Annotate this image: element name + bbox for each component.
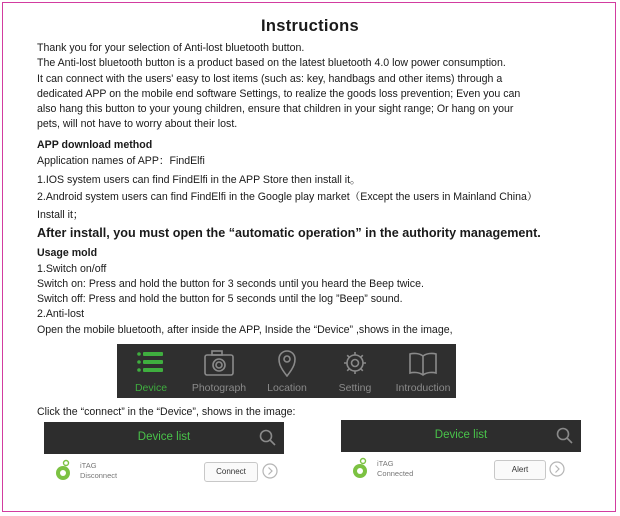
itag-icon (351, 457, 369, 481)
ios-instructions: 1.IOS system users can find FindElfi in the APP Store then install it。 (37, 174, 361, 186)
intro-paragraph (37, 41, 607, 133)
tab-device[interactable] (117, 344, 185, 398)
intro-line: pets, will not have to worry about their lost. (37, 118, 238, 131)
switch-on-text: Switch on: Press and hold the button for 3 seconds until you heard the Beep twice. (37, 278, 424, 290)
intro-line: dedicated APP on the mobile end software Settings, to realize the goods loss prevention; Even you can (37, 87, 521, 100)
tab-photograph[interactable] (185, 344, 253, 398)
tab-location[interactable] (253, 344, 321, 398)
book-icon (389, 349, 457, 377)
search-icon[interactable] (258, 428, 278, 448)
intro-line: It can connect with the users' easy to lost items (such as: key, handbags and other items) through a (37, 72, 503, 85)
device-row (341, 452, 581, 486)
switch-off-text: Switch off: Press and hold the button for 5 seconds until the log ”Beep” sound. (37, 293, 403, 305)
tab-setting[interactable] (321, 344, 389, 398)
usage-heading: Usage mold (37, 247, 98, 259)
intro-line: The Anti-lost bluetooth button is a product based on the latest bluetooth 4.0 low power consumption. (37, 57, 506, 70)
device-list-title: Device list (434, 429, 488, 441)
download-heading: APP download method (37, 139, 153, 151)
alert-button[interactable]: Alert (494, 460, 546, 480)
chevron-right-icon[interactable] (549, 461, 565, 477)
app-tab-bar (117, 344, 456, 398)
connect-button[interactable]: Connect (204, 462, 258, 482)
device-list-header (44, 422, 284, 454)
search-icon[interactable] (555, 426, 575, 446)
itag-icon (54, 459, 72, 483)
device-name: iTAG (377, 459, 394, 468)
intro-line: Thank you for your selection of Anti-lost bluetooth button. (37, 42, 305, 54)
device-row (44, 454, 284, 488)
switch-heading: 1.Switch on/off (37, 263, 107, 275)
intro-line: also hang this button to your young children, ensure that children in your sight range; Or hang on your (37, 103, 514, 116)
tab-label: Location (267, 382, 307, 394)
camera-icon (185, 349, 253, 377)
app-name-text: Application names of APP：FindElfi (37, 155, 205, 167)
click-connect-text: Click the “connect” in the “Device”, shows in the image: (37, 406, 296, 418)
device-list-header (341, 420, 581, 452)
location-pin-icon (253, 349, 321, 377)
antilost-text: Open the mobile bluetooth, after inside the APP, Inside the “Device” ,shows in the image, (37, 324, 453, 336)
page-title: Instructions (260, 17, 360, 35)
device-list-title: Device list (137, 431, 191, 443)
tab-label: Device (134, 382, 168, 394)
chevron-right-icon[interactable] (262, 463, 278, 479)
tab-introduction[interactable] (389, 344, 457, 398)
gear-icon (321, 349, 389, 377)
device-name: iTAG (80, 461, 97, 470)
device-status: Connected (377, 469, 414, 478)
tab-label: Introduction (395, 382, 451, 394)
list-icon (117, 349, 185, 377)
after-install-notice: After install, you must open the “automatic operation” in the authority management. (37, 226, 541, 240)
install-text: Install it； (37, 209, 84, 221)
tab-label: Setting (338, 382, 372, 394)
antilost-heading: 2.Anti-lost (37, 308, 85, 320)
tab-label: Photograph (191, 382, 247, 394)
device-status: Disconnect (80, 471, 118, 480)
android-instructions: 2.Android system users can find FindElfi in the Google play market（Except the users in Mainland China） (37, 191, 538, 203)
